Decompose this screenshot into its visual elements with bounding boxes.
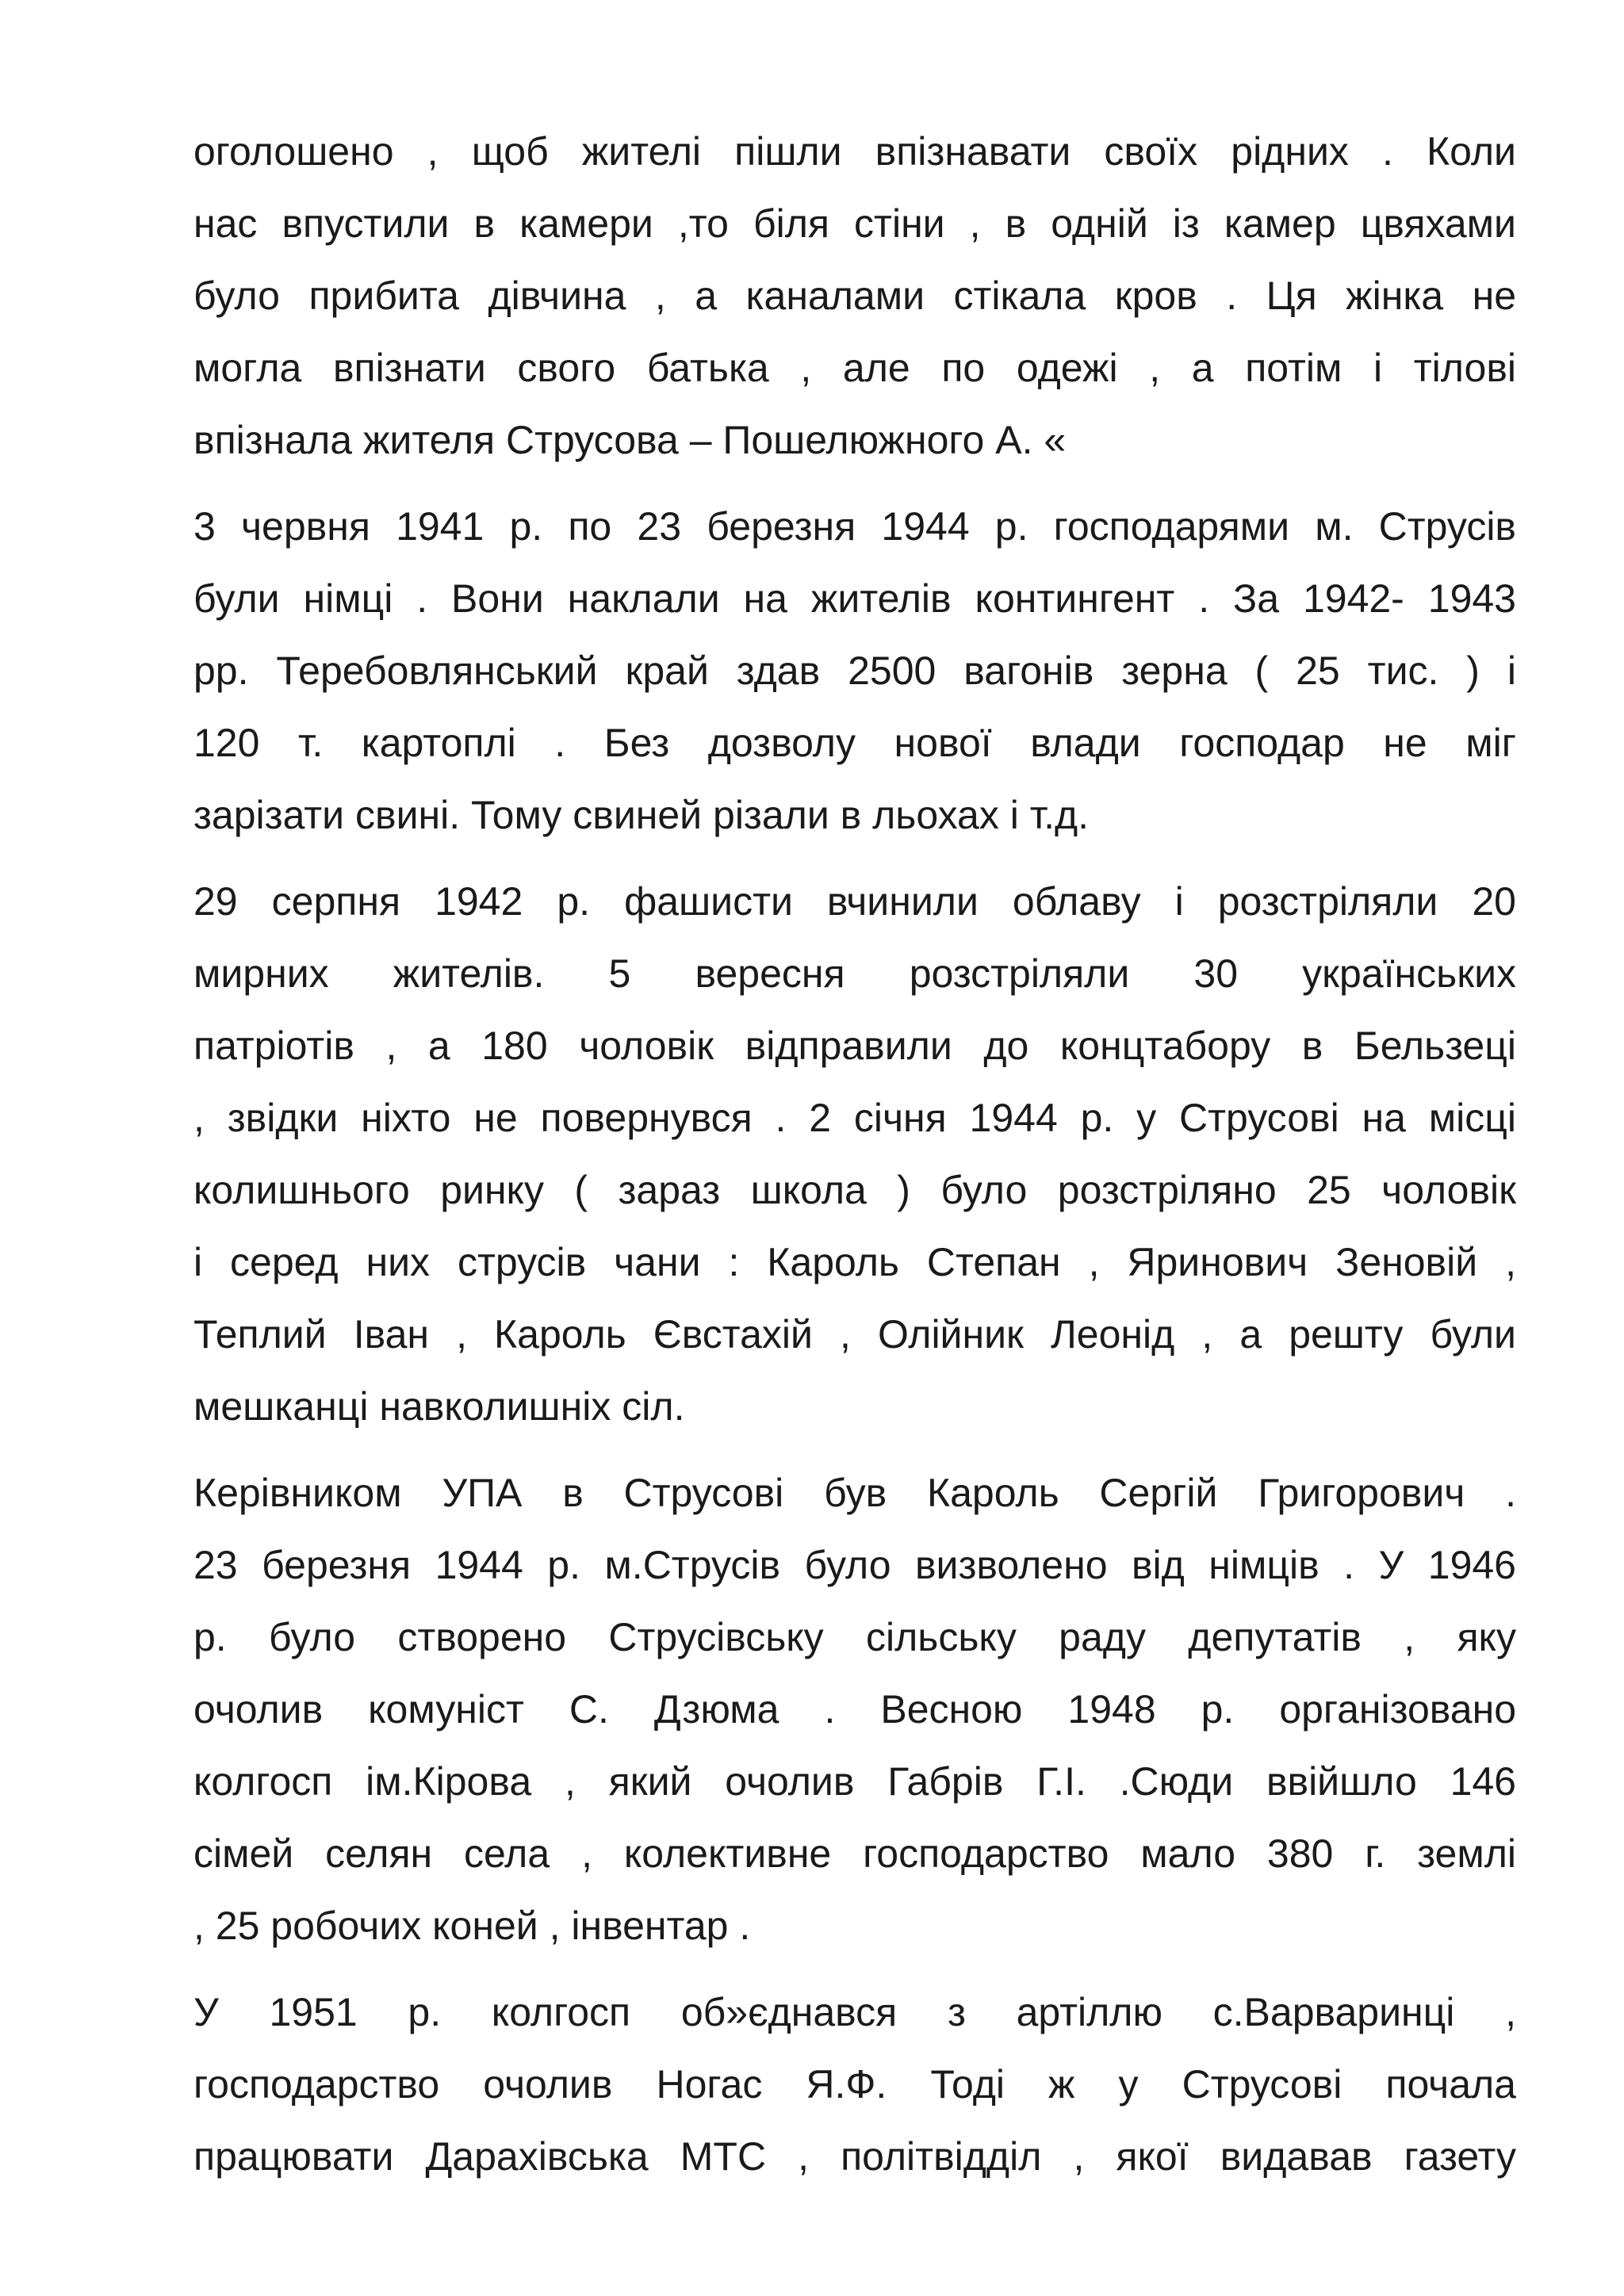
paragraph-4 [193,1457,1516,1962]
text-line: господарство очолив Ногас Я.Ф. Тоді ж у Струсові почала [193,2062,1516,2107]
text-line: впізнала жителя Струсова – Пошелюжного А. « [193,418,1067,462]
body-text [193,116,1516,2207]
paragraph-1 [193,116,1516,476]
paragraph-3 [193,866,1516,1443]
text-line: , звідки ніхто не повернувся . 2 січня 1944 р. у Струсові на місці [193,1096,1516,1140]
text-line: 23 березня 1944 р. м.Струсів було визволено від німців . У 1946 [193,1543,1516,1587]
text-line: 3 червня 1941 р. по 23 березня 1944 р. господарями м. Струсів [193,504,1516,549]
text-line: У 1951 р. колгосп об»єднався з артіллю с.Варваринці , [193,1990,1516,2034]
text-line: 120 т. картоплі . Без дозволу нової влади господар не міг [193,721,1516,765]
text-line: патріотів , а 180 чоловік відправили до концтабору в Бельзеці [193,1024,1516,1068]
text-line: мешканці навколишніх сіл. [193,1384,685,1429]
text-line: Теплий Іван , Кароль Євстахій , Олійник Леонід , а решту були [193,1312,1516,1357]
text-line: і серед них струсів чани : Кароль Степан , Яринович Зеновій , [193,1240,1516,1284]
text-line: 29 серпня 1942 р. фашисти вчинили облаву і розстріляли 20 [193,879,1516,924]
text-line: колишнього ринку ( зараз школа ) було розстріляно 25 чоловік [193,1168,1516,1212]
text-line: могла впізнати свого батька , але по одежі , а потім і тілові [193,346,1516,390]
text-line: р. було створено Струсівську сільську раду депутатів , яку [193,1615,1516,1659]
text-line: були німці . Вони наклали на жителів контингент . За 1942- 1943 [193,576,1516,621]
paragraph-5 [193,1976,1516,2193]
text-line: було прибита дівчина , а каналами стікала кров . Ця жінка не [193,274,1516,318]
text-line: рр. Теребовлянський край здав 2500 вагонів зерна ( 25 тис. ) і [193,649,1516,693]
text-line: колгосп ім.Кірова , який очолив Габрів Г.І. .Сюди ввійшло 146 [193,1759,1516,1804]
text-line: зарізати свині. Тому свиней різали в льохах і т.д. [193,793,1090,837]
text-line: працювати Дарахівська МТС , політвідділ , якої видавав газету [193,2134,1516,2179]
paragraph-2 [193,491,1516,851]
text-line: очолив комуніст С. Дзюма . Весною 1948 р. організовано [193,1687,1516,1732]
text-line: мирних жителів. 5 вересня розстріляли 30 українських [193,951,1516,996]
text-line: Керівником УПА в Струсові був Кароль Сергій Григорович . [193,1471,1516,1515]
text-line: нас впустили в камери ,то біля стіни , в одній із камер цвяхами [193,201,1516,246]
text-line: сімей селян села , колективне господарство мало 380 г. землі [193,1831,1516,1876]
text-line: , 25 робочих коней , інвентар . [193,1904,751,1948]
text-line: оголошено , щоб жителі пішли впізнавати своїх рідних . Коли [193,129,1516,174]
